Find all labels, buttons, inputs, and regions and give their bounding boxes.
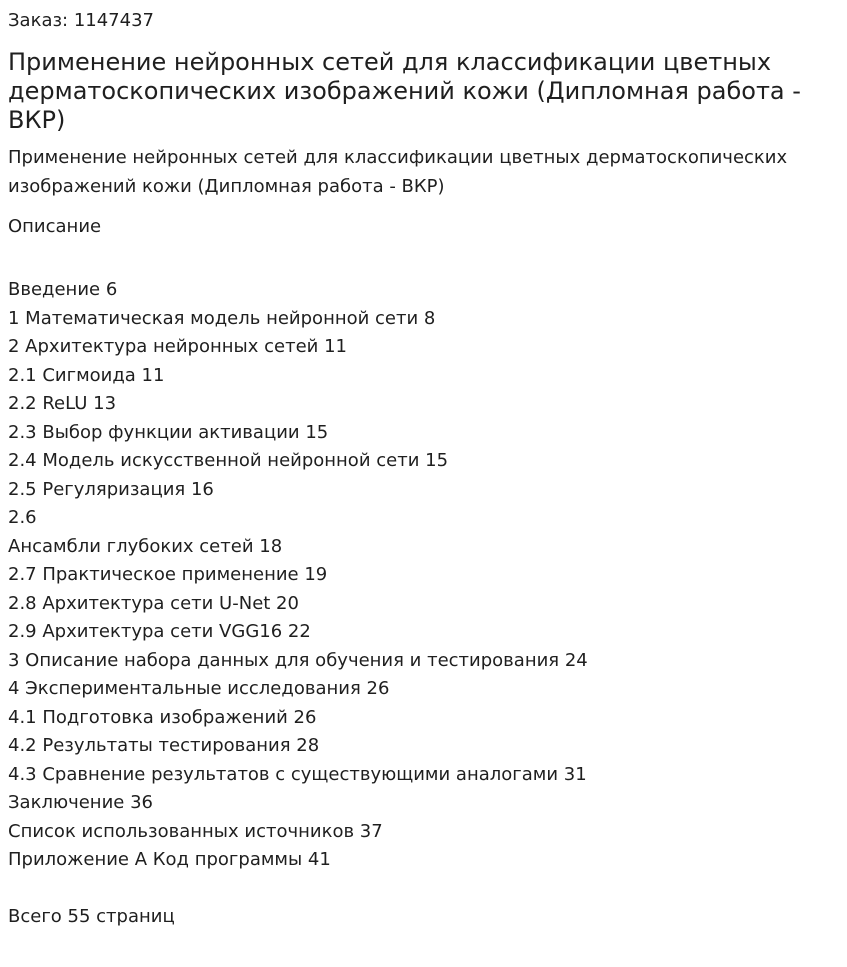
description-heading: Описание [8, 216, 102, 237]
toc-item: 2.6 [8, 507, 37, 528]
toc-item: 2.3 Выбор функции активации 15 [8, 421, 329, 443]
toc-item: 4.2 Результаты тестирования 28 [8, 735, 320, 756]
toc-item: 2.1 Сигмоида 11 [8, 364, 165, 386]
toc-item: 2.8 Архитектура сети U-Net 20 [8, 592, 299, 614]
toc-item: 1 Математическая модель нейронной сети 8 [8, 307, 436, 329]
toc-item: 2.7 Практическое применение 19 [8, 564, 328, 585]
toc-item: 2.2 ReLU 13 [8, 393, 117, 414]
toc-item: 4.3 Сравнение результатов с существующими аналогами 31 [8, 763, 587, 785]
toc-item: 2 Архитектура нейронных сетей 11 [8, 336, 347, 357]
total-pages: Всего 55 страниц [8, 906, 175, 927]
toc-item: 3 Описание набора данных для обучения и тестирования 24 [8, 649, 588, 671]
toc-item: 4 Экспериментальные исследования 26 [8, 678, 390, 699]
toc-item: Ансамбли глубоких сетей 18 [8, 535, 283, 557]
document-title: Применение нейронных сетей для классификации цветных дерматоскопических изображений кожи (Дипломная работа - ВКР) [8, 48, 801, 134]
toc-item: Заключение 36 [8, 792, 153, 813]
toc-item: 4.1 Подготовка изображений 26 [8, 706, 317, 728]
toc-item: Приложение А Код программы 41 [8, 849, 331, 870]
document-subtitle: Применение нейронных сетей для классификации цветных дерматоскопических изображений кожи (Дипломная работа - ВКР) [8, 147, 788, 197]
toc-item: 2.9 Архитектура сети VGG16 22 [8, 621, 311, 642]
toc-item: Список использованных источников 37 [8, 820, 383, 842]
toc-item: 2.4 Модель искусственной нейронной сети 15 [8, 450, 449, 471]
toc-item: 2.5 Регуляризация 16 [8, 478, 214, 500]
toc-item: Введение 6 [8, 279, 118, 300]
order-number: Заказ: 1147437 [8, 10, 154, 31]
table-of-contents [8, 276, 588, 875]
